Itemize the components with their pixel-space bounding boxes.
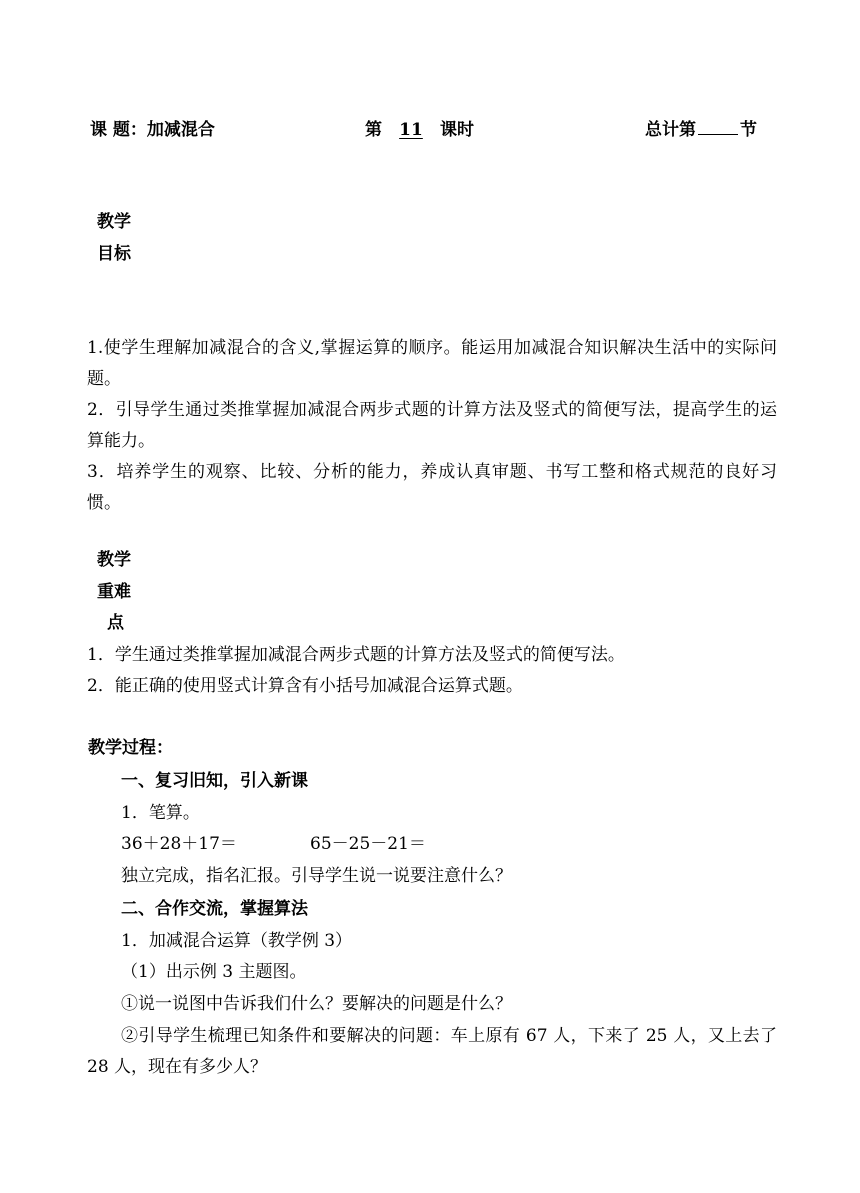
total-lesson-field — [645, 120, 757, 140]
objectives-label-2: 目标 — [97, 244, 131, 264]
keypoints-label-1: 教学 — [97, 550, 131, 570]
keypoints-label-3: 点 — [107, 613, 124, 633]
s2-item1-1: （1）出示例 3 主题图。 — [121, 962, 307, 982]
objective-item-2: 2．引导学生通过类推掌握加减混合两步式题的计算方法及竖式的简便写法，提高学生的运算能力。 — [87, 400, 777, 451]
lesson-suffix: 课时 — [440, 120, 474, 140]
lesson-number: 11 — [399, 120, 423, 140]
lesson-number-field — [365, 120, 474, 140]
lesson-prefix: 第 — [365, 120, 382, 140]
s1-expr2: 65－25－21＝ — [310, 834, 426, 854]
objective-item-1: 1.使学生理解加减混合的含义,掌握运算的顺序。能运用加减混合知识解决生活中的实际问题。 — [87, 338, 777, 389]
s2-question1: ①说一说图中告诉我们什么？要解决的问题是什么？ — [121, 994, 512, 1014]
s2-question2: ②引导学生梳理已知条件和要解决的问题：车上原有 67 人，下来了 25 人，又上去了 28 人，现在有多少人？ — [87, 1026, 777, 1077]
section1-title: 一、复习旧知，引入新课 — [121, 771, 308, 791]
keypoints-label-2: 重难 — [97, 582, 131, 602]
keypoint-item-1: 1．学生通过类推掌握加减混合两步式题的计算方法及竖式的简便写法。 — [87, 645, 625, 665]
topic-label: 课 题：加减混合 — [90, 120, 215, 140]
s1-expr1: 36＋28＋17＝ — [121, 834, 237, 854]
keypoint-item-2: 2．能正确的使用竖式计算含有小括号加减混合运算式题。 — [87, 676, 523, 696]
process-title: 教学过程： — [88, 738, 173, 758]
total-suffix: 节 — [740, 120, 757, 140]
s1-item1: 1．笔算。 — [121, 803, 200, 823]
objective-item-3: 3．培养学生的观察、比较、分析的能力，养成认真审题、书写工整和格式规范的良好习惯。 — [87, 462, 777, 513]
s1-note: 独立完成，指名汇报。引导学生说一说要注意什么？ — [121, 866, 512, 886]
section2-title: 二、合作交流，掌握算法 — [121, 899, 308, 919]
s2-item1: 1．加减混合运算（教学例 3） — [121, 931, 353, 951]
total-prefix: 总计第 — [645, 120, 696, 140]
objectives-label-1: 教学 — [97, 212, 131, 232]
total-blank — [698, 120, 738, 135]
